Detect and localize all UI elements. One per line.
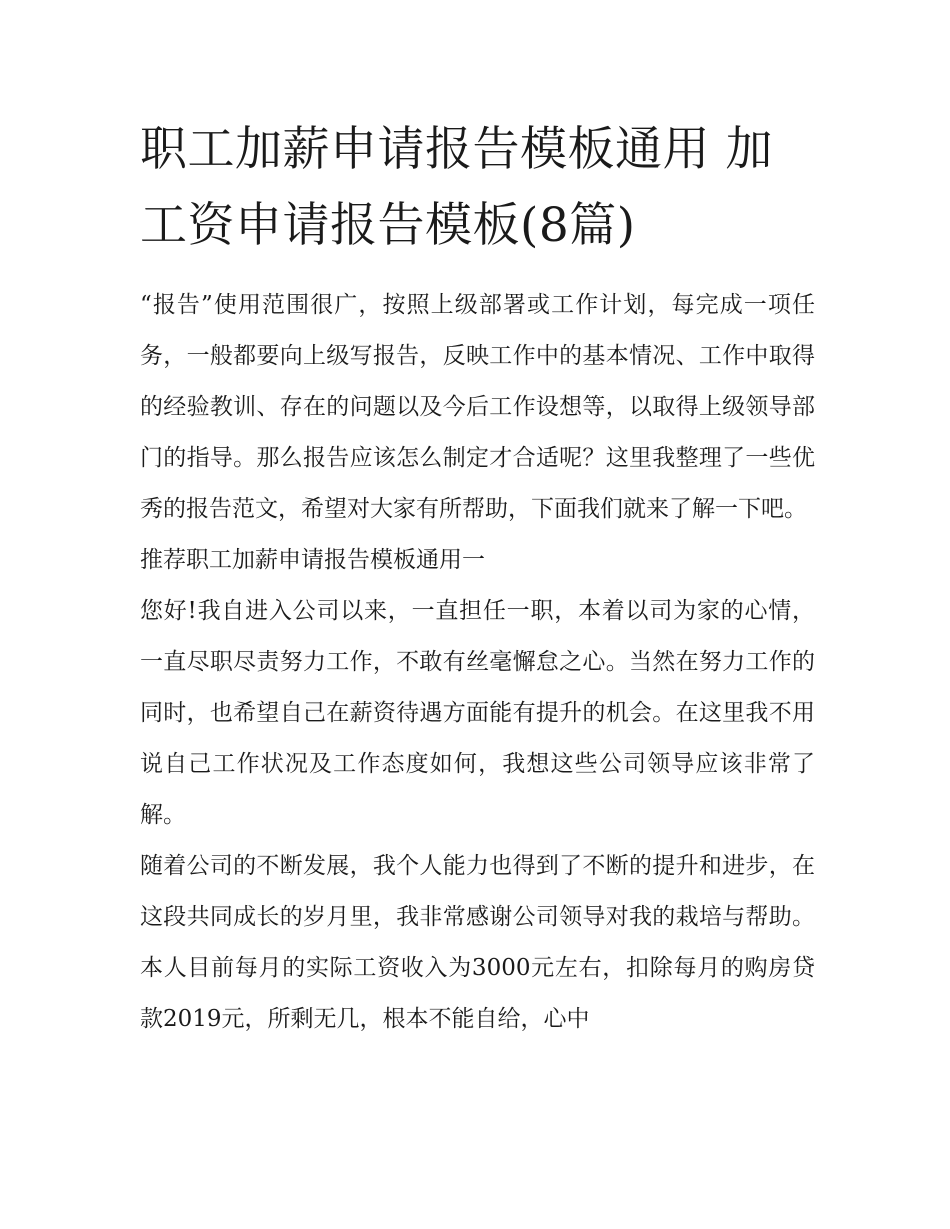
body-paragraph-greeting: 您好!我自进入公司以来，一直担任一职，本着以司为家的心情，一直尽职尽责努力工作，不敢有丝毫懈怠之心。当然在努力工作的同时，也希望自己在薪资待遇方面能有提升的机会。在这里我不用说自己工作状况及工作态度如何，我想这些公司领导应该非常了解。 xyxy=(140,598,815,828)
section-heading: 推荐职工加薪申请报告模板通用一 xyxy=(140,547,485,573)
document-page xyxy=(140,112,815,1045)
body-paragraph-salary: 随着公司的不断发展，我个人能力也得到了不断的提升和进步，在这段共同成长的岁月里，我非常感谢公司领导对我的栽培与帮助。本人目前每月的实际工资收入为3000元左右，扣除每月的购房贷款2019元，所剩无几，根本不能自给，心中 xyxy=(140,853,815,1032)
intro-paragraph: “报告”使用范围很广，按照上级部署或工作计划，每完成一项任务，一般都要向上级写报告，反映工作中的基本情况、工作中取得的经验教训、存在的问题以及今后工作设想等，以取得上级领导部门的指导。那么报告应该怎么制定才合适呢？这里我整理了一些优秀的报告范文，希望对大家有所帮助，下面我们就来了解一下吧。 xyxy=(140,292,815,522)
document-title: 职工加薪申请报告模板通用 加工资申请报告模板(8篇) xyxy=(140,122,773,253)
